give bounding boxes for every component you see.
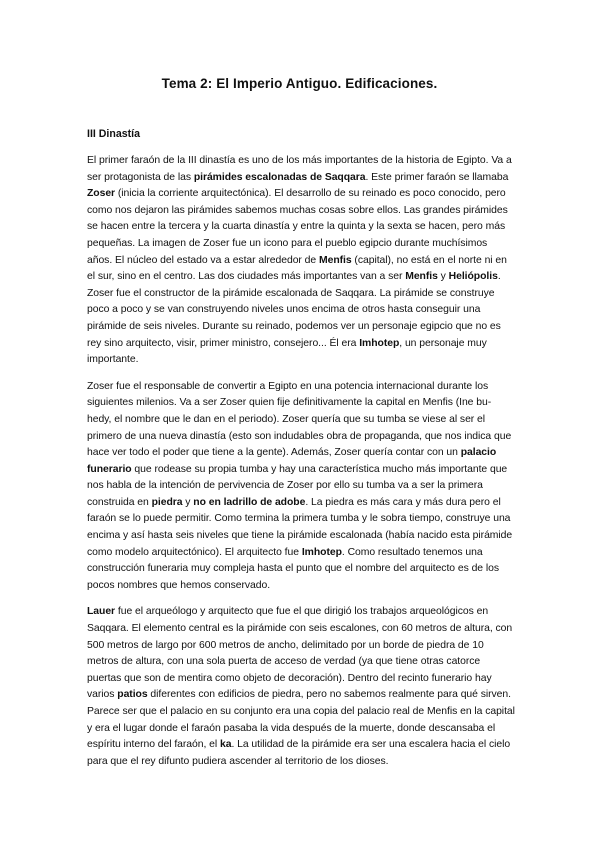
- section-heading: III Dinastía: [87, 128, 140, 140]
- bold-term: Menfis: [405, 271, 438, 283]
- text-run: . Este primer faraón se llamaba: [365, 171, 509, 183]
- text-run: El primer faraón de la III dinastía es uno de los más importantes de la historia de Egipto. Va a ser protagonista de las: [87, 155, 512, 183]
- bold-term: Heliópolis: [448, 271, 498, 283]
- document-title: Tema 2: El Imperio Antiguo. Edificaciones.: [161, 76, 438, 91]
- bold-term: patios: [117, 689, 148, 701]
- bold-term: Zoser: [87, 188, 116, 200]
- text-run: . La utilidad de la pirámide era ser una escalera hacia el cielo para que el rey difunto pudiera ascender al territorio de los dioses.: [87, 739, 511, 767]
- text-run: que rodease su propia tumba y hay una característica mucho más importante que nos habla de la intención de pervivencia de Zoser por ello su tumba va a ser la primera construida en: [87, 463, 508, 508]
- bold-term: palacio funerario: [87, 447, 497, 475]
- bold-term: Imhotep: [359, 337, 400, 349]
- bold-term: pirámides escalonadas de Saqqara: [193, 171, 366, 183]
- text-run: y: [437, 271, 449, 283]
- bold-term: Lauer: [87, 606, 116, 618]
- bold-term: Imhotep: [301, 546, 342, 558]
- bold-term: Menfis: [318, 254, 352, 266]
- bold-term: piedra: [151, 496, 183, 508]
- text-run: y: [182, 496, 194, 508]
- paragraph-3: [87, 604, 515, 770]
- paragraph-2: [87, 379, 515, 595]
- text-run: (capital), no está en el norte ni en el sur, sino en el centro. Las dos ciudades más importantes van a ser: [87, 254, 507, 283]
- text-run: fue el arqueólogo y arquitecto que fue el que dirigió los trabajos arqueológicos en Saqqara. El elemento central es la pirámide con seis escalones, con 60 metros de altura, con 500 metros de largo por 600 metros de ancho, delimitado por un borde de piedra de 10 metros de altura, con una sola puerta de acceso de verdad (ya que tiene otras catorce puertas que son de mentira como objeto de decoración). Dentro del recinto funerario hay varios: [87, 606, 513, 701]
- bold-term: ka: [219, 739, 232, 751]
- text-run: . Como resultado tenemos una construcción funeraria muy compleja hasta el punto que el nombre del arquitecto es de los pocos nombres que hemos conservado.: [87, 546, 499, 591]
- text-run: diferentes con edificios de piedra, pero no sabemos realmente para qué sirven. Parece ser que el palacio en su conjunto era una copia del palacio real de Menfis en la capital y era el lugar donde el faraón pasaba la vida después de la muerte, donde descansaba el espíritu interno del faraón, el: [87, 689, 515, 751]
- text-run: . Zoser fue el constructor de la pirámide escalonada de Saqqara. La pirámide se construye poco a poco y se van construyendo niveles unos encima de otros hasta conseguir una pirámide de seis niveles. Durante su reinado, podemos ver un personaje egipcio que no es rey sino arquitecto, visir, primer ministro, consejero... Él era: [87, 271, 501, 349]
- text-run: . La piedra es más cara y más dura pero el faraón se lo puede permitir. Como termina la primera tumba y le sobra tiempo, construye una encima y así hasta seis niveles que tiene la pirámide escalonada (había nacido esta pirámide como modelo arquitectónico). El arquitecto fue: [87, 496, 513, 558]
- document-body: [87, 128, 515, 780]
- bold-term: no en ladrillo de adobe: [193, 496, 306, 508]
- text-run: Zoser fue el responsable de convertir a Egipto en una potencia internacional durante los siguientes milenios. Va a ser Zoser quien fije definitivamente la capital en Menfis (Ine bu-hedy, el nombre que le dan en el periodo). Zoser quería que su tumba se viese al ser el primero de una nueva dinastía (esto son indudables obra de propaganda, que nos indica que hace ver todo el poder que tiene a la gente). Además, Zoser quería contar con un: [87, 380, 512, 459]
- text-run: , un personaje muy importante.: [87, 337, 487, 366]
- paragraph-1: [87, 153, 515, 369]
- text-run: (inicia la corriente arquitectónica). El desarrollo de su reinado es poco conocido, pero como nos dejaron las pirámides sabemos muchas cosas sobre ellos. Las grandes pirámides se hacen entre la tercera y la cuarta dinastía y entre la quinta y la sexta se hacen, pero más pequeñas. La imagen de Zoser fue un icono para el pueblo egipcio durante muchísimos años. El núcleo del estado va a estar alrededor de: [87, 188, 508, 266]
